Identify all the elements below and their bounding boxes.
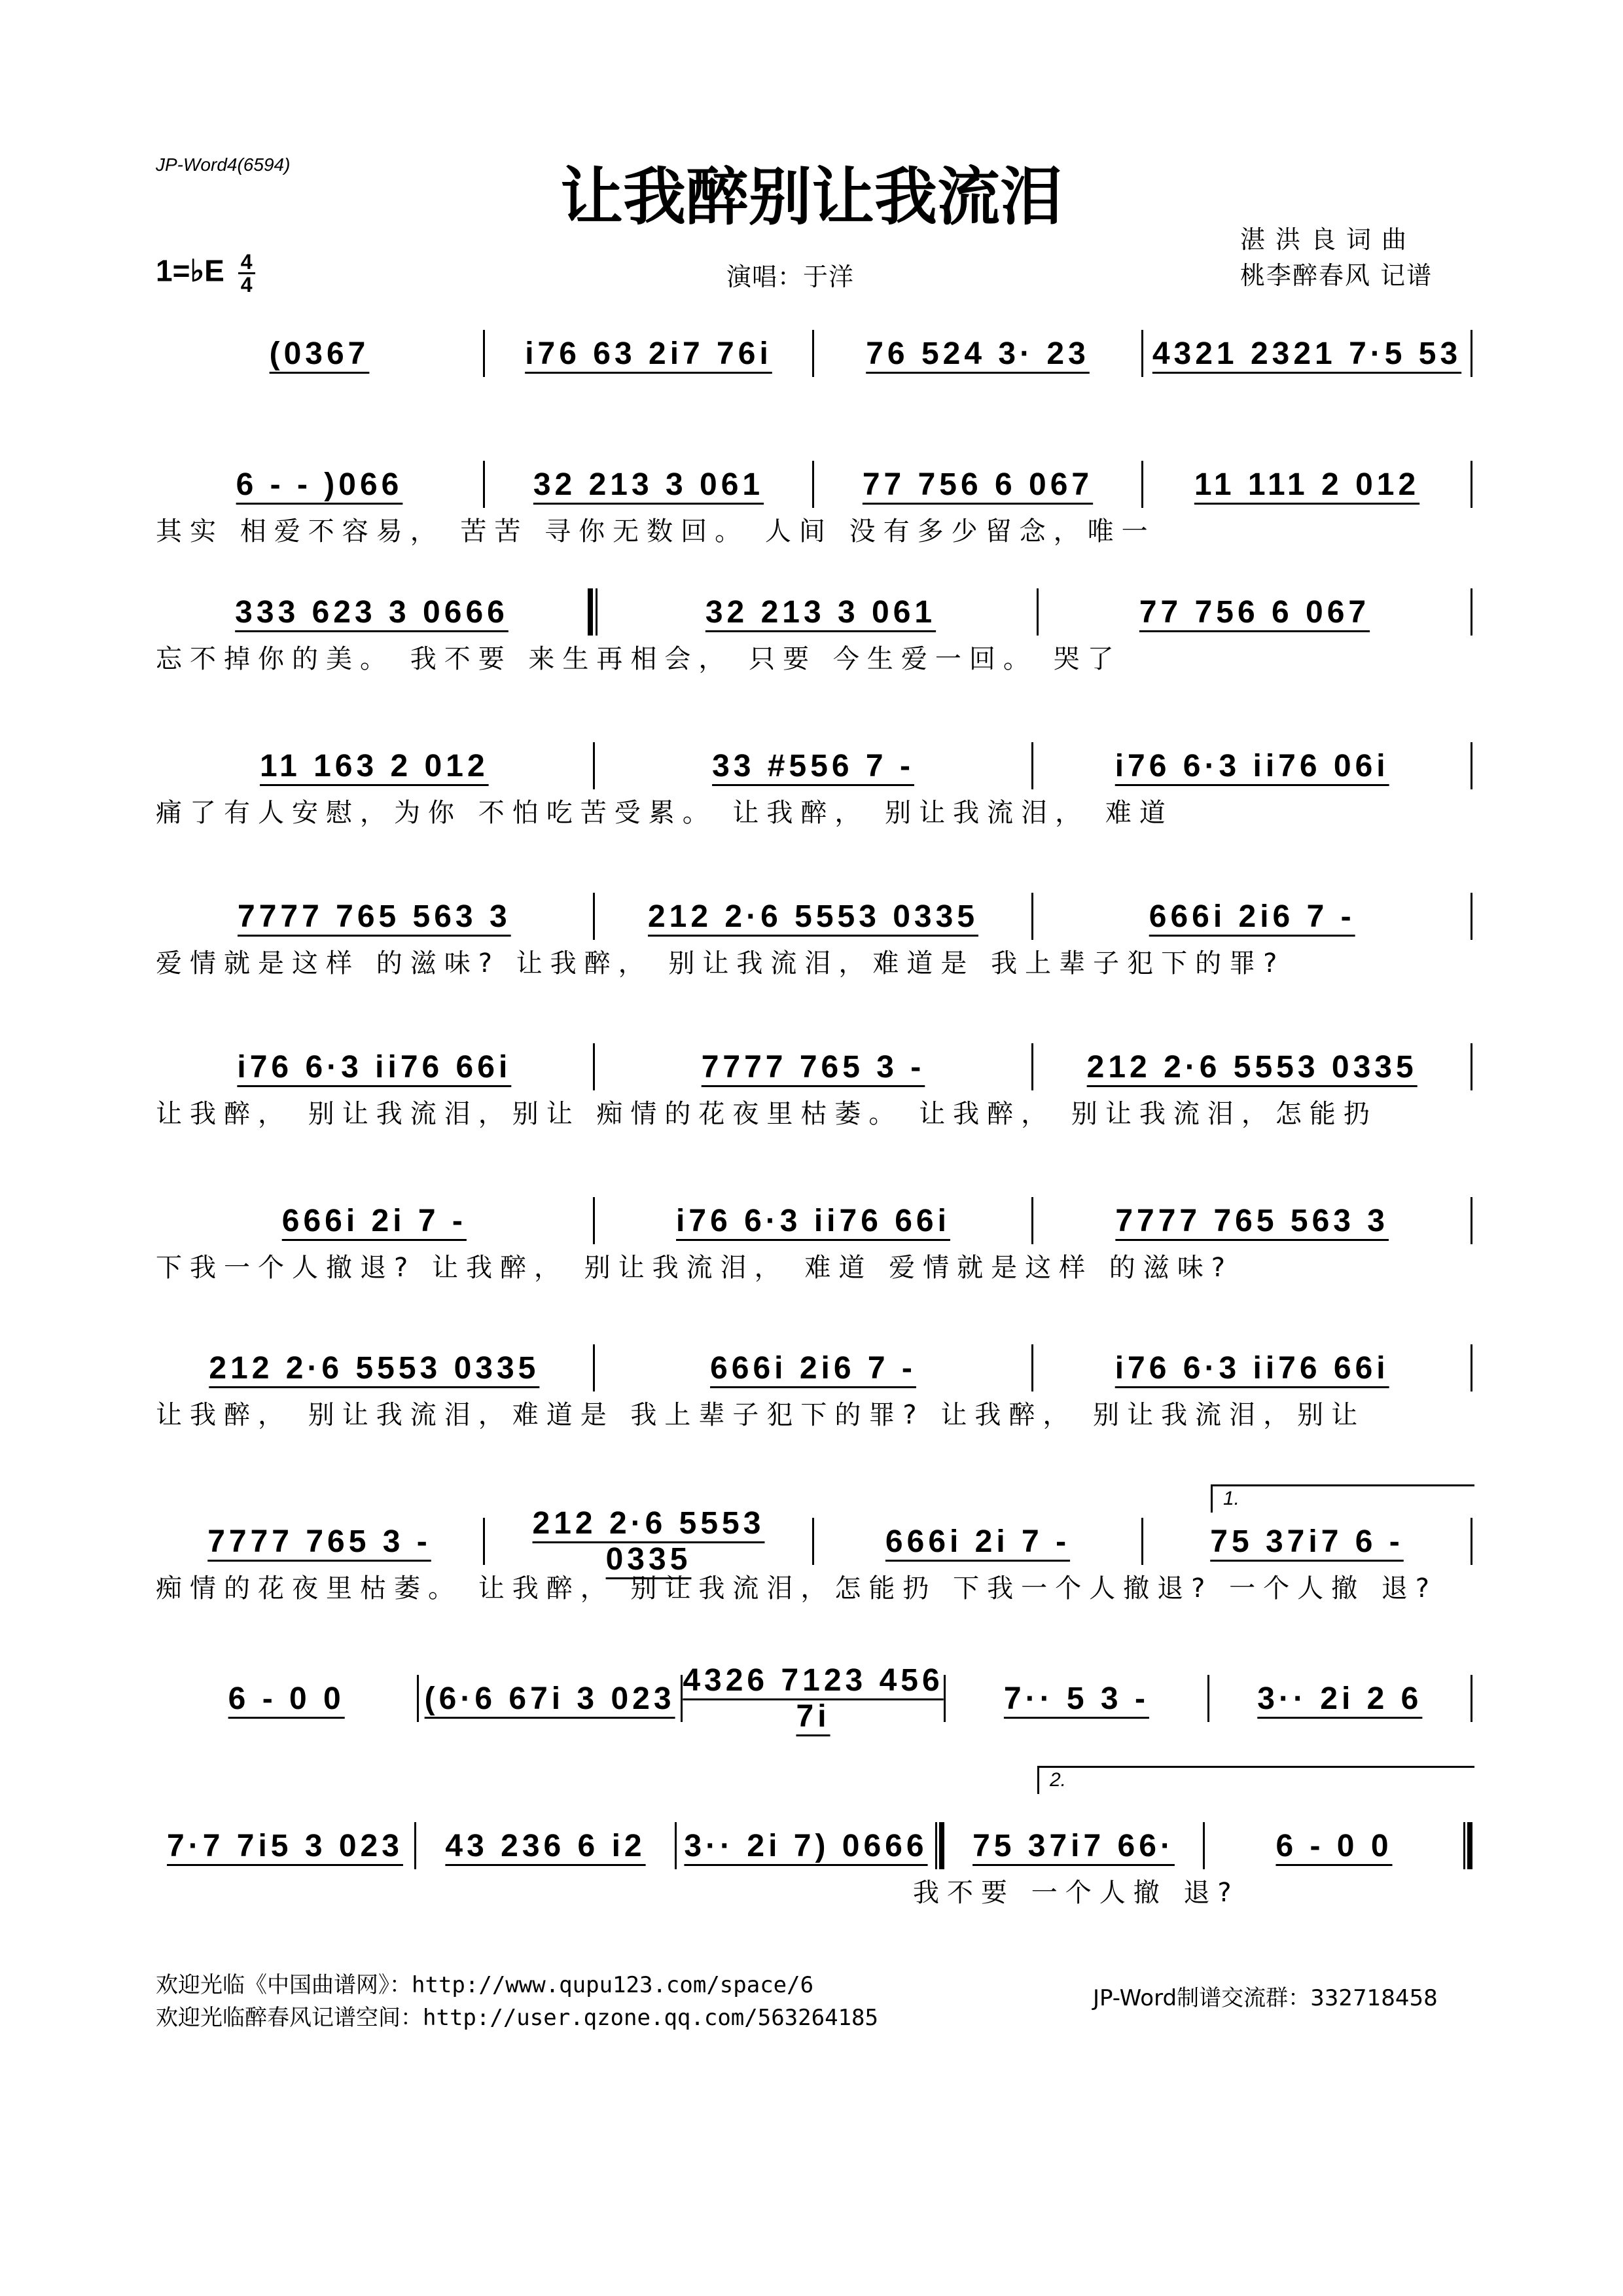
singer-credit: 演唱：于洋 [726, 262, 855, 291]
barline [588, 588, 605, 636]
measure: i76 6·3 ii76 66i [676, 1203, 950, 1238]
lyric-line-8: 让我醉， 别让我流泪，难道是 我上辈子犯下的罪? 让我醉， 别让我流泪，别让 [156, 1400, 1366, 1430]
barline-end [1471, 1518, 1472, 1565]
barline-end [1471, 742, 1472, 789]
barline-end [1471, 1197, 1472, 1244]
barline-end [1471, 1675, 1472, 1722]
measure: 666i 2i 7 - [281, 1203, 467, 1238]
second-ending-bracket [1037, 1766, 1474, 1794]
time-bottom: 4 [240, 273, 253, 296]
measure: 666i 2i6 7 - [710, 1350, 916, 1386]
measure: 77 756 6 067 [862, 467, 1094, 502]
measure: (6·6 67i 3 023 [424, 1681, 675, 1716]
measure: 76 524 3· 23 [866, 336, 1090, 371]
measure: 77 756 6 067 [1139, 594, 1370, 630]
barline-end [1463, 1822, 1472, 1869]
footer-link-qupu: 欢迎光临《中国曲谱网》：http://www.qupu123.com/space/6 [156, 1972, 814, 1998]
lyric-line-6: 让我醉， 别让我流泪，别让 痴情的花夜里枯萎。 让我醉， 别让我流泪，怎能扔 [156, 1099, 1378, 1129]
second-ending-label: 2. [1050, 1769, 1067, 1791]
key-label: 1=♭E [156, 253, 224, 288]
score-row-6 [156, 1041, 1472, 1093]
score-row-4 [156, 740, 1472, 792]
measure: 333 623 3 0666 [235, 594, 508, 630]
measure: 33 #556 7 - [712, 748, 914, 783]
measure: i76 6·3 ii76 66i [1115, 1350, 1389, 1386]
software-label: JP-Word4(6594) [156, 154, 291, 175]
barline-end [1471, 1344, 1472, 1391]
composer-credit: 湛洪良词曲 [1240, 225, 1418, 254]
barline-end [1471, 461, 1472, 508]
measure: 7·· 5 3 - [1003, 1681, 1149, 1716]
measure: i76 6·3 ii76 06i [1115, 748, 1389, 783]
measure: 6 - 0 0 [228, 1681, 345, 1716]
barline-end [1471, 588, 1472, 636]
score-row-2 [156, 458, 1472, 511]
key-signature [156, 252, 255, 295]
score-row-1 [156, 327, 1472, 380]
lyric-line-2: 其实 相爱不容易， 苦苦 寻你无数回。 人间 没有多少留念，唯一 [156, 516, 1156, 547]
measure: (0367 [269, 336, 370, 371]
measure: 212 2·6 5553 0335 [209, 1350, 540, 1386]
barline [935, 1822, 944, 1869]
measure: 666i 2i 7 - [885, 1524, 1071, 1559]
measure: 212 2·6 5553 0335 [647, 899, 979, 934]
barline-end [1471, 1043, 1472, 1090]
measure: 7777 765 3 - [207, 1524, 431, 1559]
score-row-11 [156, 1820, 1472, 1872]
score-row-3 [156, 586, 1472, 638]
lyric-line-9: 痴情的花夜里枯萎。 让我醉， 别让我流泪，怎能扔 下我一个人撤退? 一个人撤 退? [156, 1573, 1438, 1604]
measure: 32 213 3 061 [533, 467, 764, 502]
measure: 7777 765 3 - [701, 1049, 925, 1085]
measure: 32 213 3 061 [705, 594, 936, 630]
measure: 11 111 2 012 [1194, 467, 1420, 502]
measure: 3·· 2i 2 6 [1257, 1681, 1423, 1716]
measure: 212 2·6 5553 0335 [1086, 1049, 1418, 1085]
time-top: 4 [240, 250, 253, 274]
barline-end [1471, 893, 1472, 940]
measure: 6 - - )066 [236, 467, 403, 502]
transcriber-credit: 桃李醉春风 记谱 [1240, 261, 1433, 290]
lyric-line-11: 我不要 一个人撤 退? [913, 1878, 1240, 1908]
measure: i76 6·3 ii76 66i [237, 1049, 512, 1085]
measure: 75 37i7 66· [972, 1828, 1175, 1863]
score-row-5 [156, 890, 1472, 942]
song-title: 让我醉别让我流泪 [560, 160, 1063, 234]
measure: 7·7 7i5 3 023 [167, 1828, 403, 1863]
measure: 7777 765 563 3 [1115, 1203, 1389, 1238]
first-ending-label: 1. [1223, 1488, 1240, 1509]
score-row-9 [156, 1506, 1472, 1577]
measure: 7777 765 563 3 [238, 899, 511, 934]
measure: 212 2·6 5553 0335 [532, 1506, 765, 1577]
measure: 4326 7123 456 7i [683, 1663, 944, 1734]
first-ending-bracket [1211, 1484, 1474, 1513]
score-row-8 [156, 1342, 1472, 1394]
barline-end [1471, 330, 1472, 377]
footer-group-number: JP-Word制谱交流群：332718458 [1093, 1985, 1438, 2011]
lyric-line-7: 下我一个人撤退? 让我醉， 别让我流泪， 难道 爱情就是这样 的滋味? [156, 1253, 1234, 1283]
score-row-7 [156, 1194, 1472, 1247]
measure: 3·· 2i 7) 0666 [684, 1828, 928, 1863]
measure: i76 63 2i7 76i [525, 336, 772, 371]
measure: 4321 2321 7·5 53 [1152, 336, 1462, 371]
measure: 6 - 0 0 [1275, 1828, 1393, 1863]
lyric-line-5: 爱情就是这样 的滋味? 让我醉， 别让我流泪，难道是 我上辈子犯下的罪? [156, 948, 1285, 978]
lyric-line-3: 忘不掉你的美。 我不要 来生再相会， 只要 今生爱一回。 哭了 [156, 644, 1122, 674]
measure: 75 37i7 6 - [1210, 1524, 1404, 1559]
score-row-10 [156, 1663, 1472, 1734]
footer-link-qzone: 欢迎光临醉春风记谱空间：http://user.qzone.qq.com/563264185 [156, 2005, 878, 2031]
measure: 43 236 6 i2 [445, 1828, 646, 1863]
lyric-line-4: 痛了有人安慰，为你 不怕吃苦受累。 让我醉， 别让我流泪， 难道 [156, 798, 1173, 828]
time-signature [238, 252, 255, 295]
measure: 11 163 2 012 [260, 748, 489, 783]
measure: 666i 2i6 7 - [1149, 899, 1355, 934]
